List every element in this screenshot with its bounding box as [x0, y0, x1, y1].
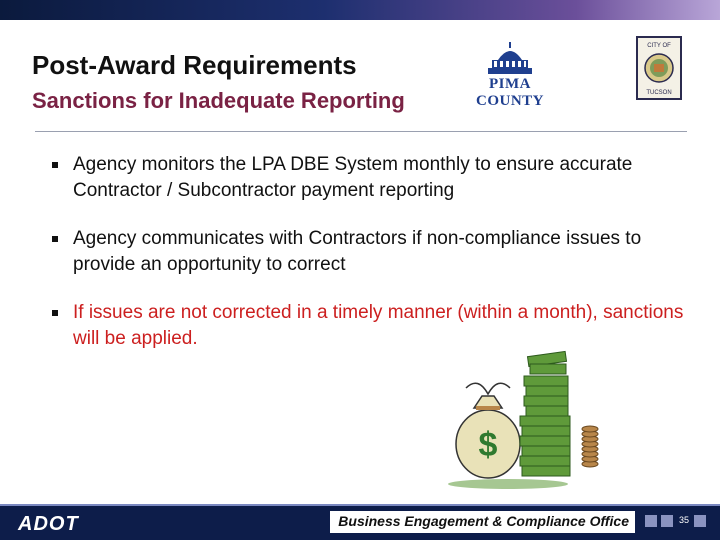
slide-subtitle: Sanctions for Inadequate Reporting [32, 88, 405, 113]
page-number: 35 [679, 515, 690, 525]
bullet-item [52, 300, 692, 352]
bullet-item [52, 226, 692, 278]
bullet-item [52, 152, 692, 204]
svg-text:CITY OF: CITY OF [647, 43, 671, 49]
bullet-text: Agency communicates with Contractors if non-compliance issues to provide an opportunity to correct [73, 228, 642, 275]
svg-text:$: $ [478, 426, 498, 464]
bullet-text: Agency monitors the LPA DBE System monthly to ensure accurate Contractor / Subcontractor payment reporting [73, 154, 633, 201]
office-label-box [330, 511, 635, 533]
svg-text:TUCSON: TUCSON [646, 90, 672, 96]
bullet-text: If issues are not corrected in a timely manner (within a month), sanctions will be applied. [73, 302, 684, 349]
bullet-list [52, 152, 692, 374]
nav-next-icon[interactable] [694, 515, 706, 527]
adot-logo: ADOT [18, 513, 79, 535]
nav-first-icon[interactable] [645, 515, 657, 527]
pima-county-logo [458, 40, 562, 109]
city-of-tucson-seal [636, 36, 682, 100]
bullet-square-icon [52, 162, 58, 168]
bullet-square-icon [52, 310, 58, 316]
pima-county-wordmark: PIMA COUNTY [475, 76, 544, 109]
capitol-dome-icon [458, 40, 562, 80]
top-banner [0, 0, 720, 20]
slide-title: Post-Award Requirements [32, 50, 357, 80]
office-label: Business Engagement & Compliance Office [338, 513, 629, 529]
tucson-seal-icon [638, 38, 680, 98]
nav-prev-icon[interactable] [661, 515, 673, 527]
footer-rule [0, 504, 720, 506]
money-bag-icon [448, 346, 616, 496]
header-divider [35, 131, 687, 132]
bullet-square-icon [52, 236, 58, 242]
footer-bar [0, 504, 720, 540]
